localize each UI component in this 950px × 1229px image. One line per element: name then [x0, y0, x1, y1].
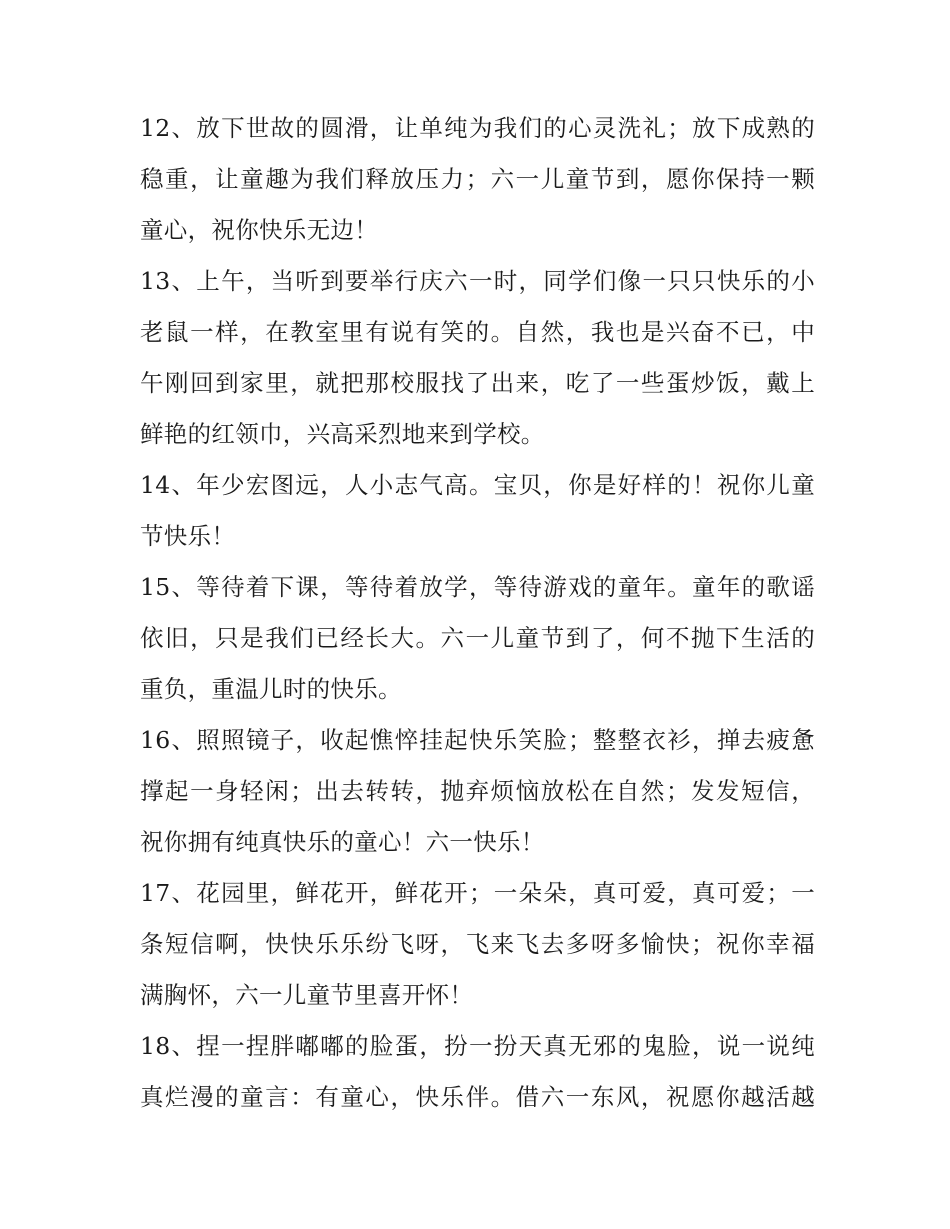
text-line: 12、放下世故的圆滑，让单纯为我们的心灵洗礼；放下成熟的	[140, 114, 815, 142]
text-line: 老鼠一样，在教室里有说有笑的。自然，我也是兴奋不已，中	[140, 318, 815, 346]
text-line: 稳重，让童趣为我们释放压力；六一儿童节到，愿你保持一颗	[140, 165, 815, 193]
text-line: 撑起一身轻闲；出去转转，抛弃烦恼放松在自然；发发短信，	[140, 777, 815, 805]
text-line: 满胸怀，六一儿童节里喜开怀！	[140, 981, 474, 1009]
text-line: 14、年少宏图远，人小志气高。宝贝，你是好样的！祝你儿童	[140, 471, 815, 499]
text-line: 16、照照镜子，收起憔悴挂起快乐笑脸；整整衣衫，掸去疲惫	[140, 726, 815, 754]
paragraph-15	[140, 562, 815, 715]
text-line: 18、捏一捏胖嘟嘟的脸蛋，扮一扮天真无邪的鬼脸，说一说纯	[140, 1032, 815, 1060]
text-line: 真烂漫的童言：有童心，快乐伴。借六一东风，祝愿你越活越	[140, 1083, 815, 1111]
paragraph-18	[140, 1021, 815, 1123]
text-line: 节快乐！	[140, 522, 236, 550]
text-line: 重负，重温儿时的快乐。	[140, 675, 402, 703]
paragraph-13	[140, 256, 815, 460]
paragraph-12	[140, 103, 815, 256]
text-line: 13、上午，当听到要举行庆六一时，同学们像一只只快乐的小	[140, 267, 815, 295]
text-line: 15、等待着下课，等待着放学，等待游戏的童年。童年的歌谣	[140, 573, 815, 601]
text-line: 童心，祝你快乐无边！	[140, 216, 378, 244]
text-line: 午刚回到家里，就把那校服找了出来，吃了一些蛋炒饭，戴上	[140, 369, 815, 397]
text-line: 鲜艳的红领巾，兴高采烈地来到学校。	[140, 420, 545, 448]
paragraph-14	[140, 460, 815, 562]
paragraph-17	[140, 868, 815, 1021]
text-line: 依旧，只是我们已经长大。六一儿童节到了，何不抛下生活的	[140, 624, 815, 652]
text-line: 条短信啊，快快乐乐纷飞呀，飞来飞去多呀多愉快；祝你幸福	[140, 930, 815, 958]
text-line: 17、花园里，鲜花开，鲜花开；一朵朵，真可爱，真可爱；一	[140, 879, 815, 907]
text-line: 祝你拥有纯真快乐的童心！六一快乐！	[140, 828, 545, 856]
paragraph-16	[140, 715, 815, 868]
document-body	[140, 103, 815, 1123]
